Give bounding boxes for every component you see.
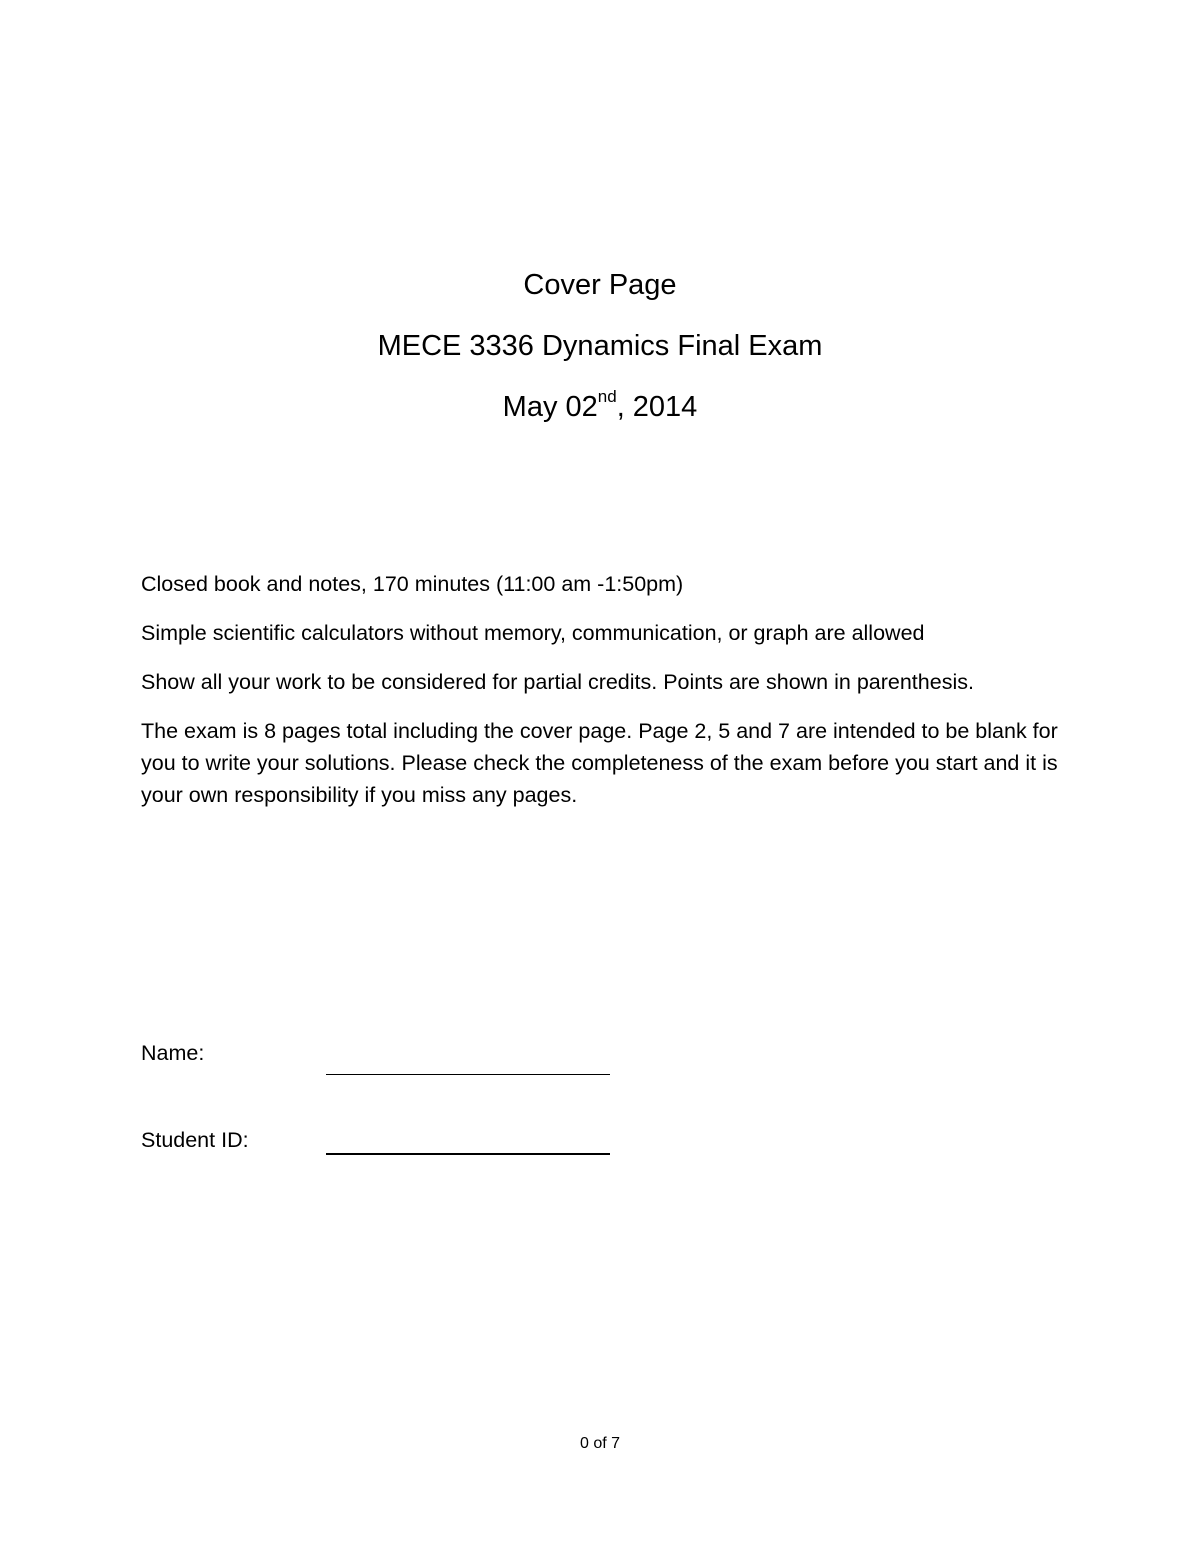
instruction-show-work: Show all your work to be considered for partial credits. Points are shown in parenthesis. xyxy=(141,670,974,694)
student-id-blank-line[interactable] xyxy=(326,1153,610,1155)
student-id-label: Student ID: xyxy=(141,1128,249,1152)
cover-title: Cover Page xyxy=(523,269,677,301)
name-blank-line[interactable] xyxy=(326,1074,610,1075)
name-label: Name: xyxy=(141,1041,205,1065)
exam-date-ordinal: nd xyxy=(597,387,617,407)
exam-date xyxy=(0,387,1200,424)
instruction-closed-book: Closed book and notes, 170 minutes (11:00 am -1:50pm) xyxy=(141,572,684,596)
instruction-page-count: The exam is 8 pages total including the cover page. Page 2, 5 and 7 are intended to be blank for you to write your solutions. Please check the completeness of the exam before you start and it is your own responsibility if you miss any pages. xyxy=(141,719,1058,807)
course-title: MECE 3336 Dynamics Final Exam xyxy=(377,330,823,362)
instruction-calculators: Simple scientific calculators without memory, communication, or graph are allowed xyxy=(141,621,925,645)
exam-instructions xyxy=(141,568,1071,828)
exam-date-year: , 2014 xyxy=(616,391,698,423)
exam-date-prefix: May 02 xyxy=(502,391,598,423)
page-number: 0 of 7 xyxy=(579,1435,621,1452)
